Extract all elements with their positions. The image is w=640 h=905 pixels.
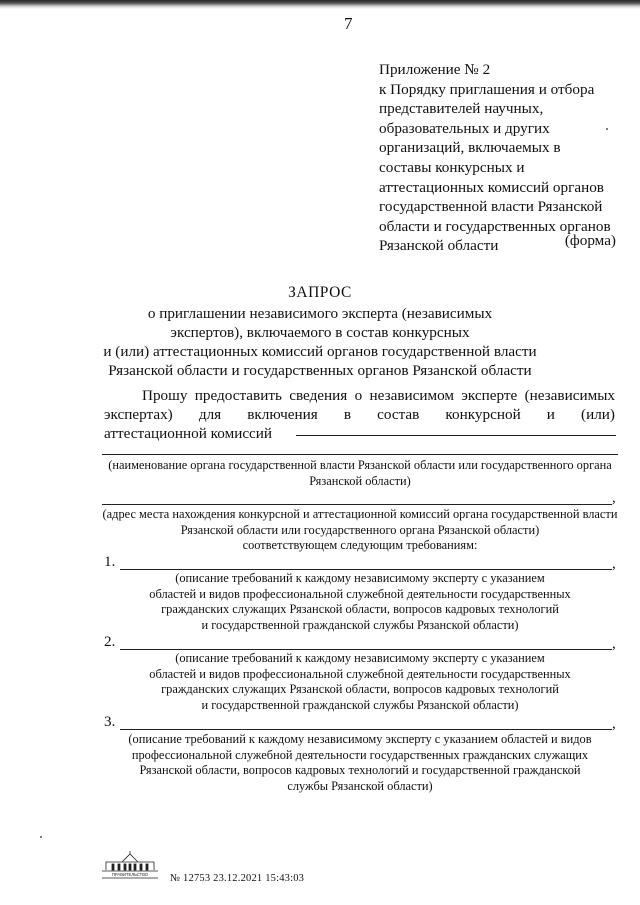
item-caption xyxy=(96,571,624,633)
item-comma: , xyxy=(612,716,616,732)
stamp-text: ПРАВИТЕЛЬСТВО xyxy=(111,872,149,877)
item-fill-line[interactable] xyxy=(120,569,612,570)
caption-line: гражданских служащих Рязанской области, вопросов кадровых технологий xyxy=(161,602,559,616)
appendix-line: организаций, включаемых в xyxy=(379,139,561,157)
item-fill-line[interactable] xyxy=(120,729,612,730)
subtitle-line: Рязанской области и государственных органов Рязанской области xyxy=(108,362,532,379)
subtitle-line: о приглашении независимого эксперта (независимых xyxy=(147,305,493,322)
item-caption xyxy=(96,732,624,794)
request-line: аттестационной комиссий xyxy=(104,425,273,442)
address-fill-line[interactable] xyxy=(102,504,612,505)
appendix-line: представителей научных, xyxy=(379,100,544,118)
government-building-stamp-icon xyxy=(98,848,162,886)
address-comma: , xyxy=(612,490,616,506)
appendix-line: государственной власти Рязанской xyxy=(379,198,603,216)
scan-speck xyxy=(606,128,608,130)
commission-fill-line[interactable] xyxy=(296,435,616,436)
subtitle-line: экспертов), включаемого в состав конкурсных xyxy=(170,324,470,341)
caption-line: и государственной гражданской службы Рязанской области) xyxy=(201,697,519,712)
organ-name-fill-line[interactable] xyxy=(102,454,618,455)
caption-line: профессиональной служебной деятельности государственных гражданских служащих xyxy=(131,747,589,762)
appendix-block xyxy=(379,60,629,256)
registration-stamp: № 12753 23.12.2021 15:43:03 xyxy=(170,873,305,884)
item-number: 2. xyxy=(104,633,116,650)
caption-line: (описание требований к каждому независимому эксперту с указанием областей и видов xyxy=(128,732,592,746)
page-number: 7 xyxy=(344,14,353,33)
organ-name-caption: (наименование органа государственной власти Рязанской области или государственного органа Рязанской области) xyxy=(108,458,612,488)
caption-line: и государственной гражданской службы Рязанской области) xyxy=(201,617,519,632)
document-title: ЗАПРОС xyxy=(288,284,352,301)
caption-line: гражданских служащих Рязанской области, вопросов кадровых технологий xyxy=(161,682,559,696)
caption-line: областей и видов профессиональной служебной деятельности государственных xyxy=(149,666,571,681)
item-number: 3. xyxy=(104,713,116,730)
caption-line: (описание требований к каждому независимому эксперту с указанием xyxy=(175,571,545,585)
appendix-line: к Порядку приглашения и отбора xyxy=(379,80,595,98)
subtitle-line: и (или) аттестационных комиссий органов государственной власти xyxy=(103,343,537,360)
item-caption xyxy=(96,651,624,713)
item-comma: , xyxy=(612,636,616,652)
scan-top-edge xyxy=(0,0,640,9)
request-line: Прошу предоставить сведения о независимом эксперте (независимых xyxy=(142,387,615,404)
appendix-line: образовательных и других xyxy=(379,119,550,137)
scan-speck xyxy=(40,836,42,838)
appendix-line: области и государственных органов xyxy=(379,217,611,235)
appendix-title: Приложение № 2 xyxy=(379,61,491,78)
address-caption: (адрес места нахождения конкурсной и аттестационной комиссий органа государственной власти Рязанской области или государственного органа Рязанской области) xyxy=(102,507,618,537)
item-number: 1. xyxy=(104,553,116,570)
item-comma: , xyxy=(612,556,616,572)
appendix-line: Рязанской области xyxy=(379,237,499,255)
caption-line: Рязанской области, вопросов кадровых технологий и государственной гражданской xyxy=(139,763,581,777)
item-fill-line[interactable] xyxy=(120,649,612,650)
caption-line: (описание требований к каждому независимому эксперту с указанием xyxy=(175,651,545,665)
request-line: экспертах) для включения в состав конкурсной и (или) xyxy=(104,406,615,423)
requirements-intro: соответствующем следующим требованиям: xyxy=(242,538,478,552)
appendix-line: аттестационных комиссий органов xyxy=(379,178,604,196)
appendix-line: составы конкурсных и xyxy=(379,158,525,176)
form-label: (форма) xyxy=(564,232,616,249)
document-subtitle xyxy=(0,304,640,380)
caption-line: областей и видов профессиональной служебной деятельности государственных xyxy=(149,586,571,601)
caption-line: службы Рязанской области) xyxy=(287,778,433,793)
